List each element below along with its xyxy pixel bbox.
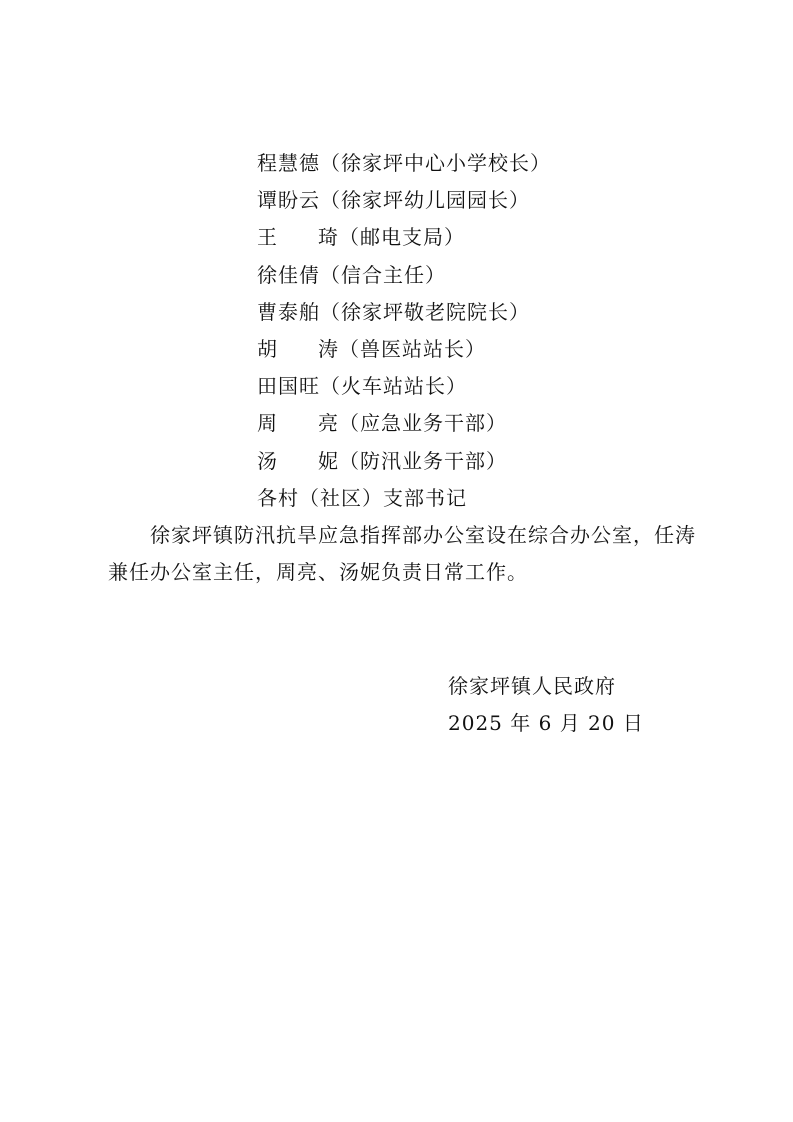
member-role: （徐家坪幼儿园园长） [320,188,530,213]
member-item [257,368,551,405]
member-role: （徐家坪中心小学校长） [320,151,551,175]
member-list [257,145,551,517]
member-role: （兽医站站长） [339,336,486,361]
member-name-last: 亮 [318,411,339,436]
office-paragraph: 徐家坪镇防汛抗旱应急指挥部办公室设在综合办公室，任涛兼任办公室主任，周亮、汤妮负责日常工作。 [108,523,696,584]
member-item [257,480,551,517]
member-role: （徐家坪敬老院院长） [320,299,530,324]
member-name: 田国旺 [257,374,320,399]
member-role: （火车站站长） [320,374,467,399]
member-name-last: 琦 [318,225,339,250]
member-item [257,219,551,256]
member-name: 程慧德 [257,151,320,175]
issue-date: 2025 年 6 月 20 日 [448,711,644,735]
member-name [257,443,339,480]
member-item [257,182,551,219]
member-item [257,405,551,442]
member-name: 谭盼云 [257,188,320,213]
member-role: （防汛业务干部） [339,448,507,473]
member-name: 曹泰舶 [257,299,320,324]
member-name: 徐佳倩 [257,262,320,287]
member-name-last: 妮 [318,448,339,473]
signature-block [448,668,644,742]
member-item [257,294,551,331]
member-name [257,405,339,442]
member-item [257,443,551,480]
issuing-organization: 徐家坪镇人民政府 [448,674,616,698]
member-role: （应急业务干部） [339,411,507,436]
member-name-first: 王 [257,225,278,250]
member-name-first: 胡 [257,336,278,361]
member-name [257,331,339,368]
member-name: 各村（社区）支部书记 [257,485,467,510]
member-name [257,219,339,256]
member-name-last: 涛 [318,336,339,361]
member-name-first: 汤 [257,448,278,473]
member-role: （邮电支局） [339,225,465,250]
member-name-first: 周 [257,411,278,436]
member-role: （信合主任） [320,262,446,287]
member-item [257,331,551,368]
member-item [257,145,551,182]
member-item [257,257,551,294]
